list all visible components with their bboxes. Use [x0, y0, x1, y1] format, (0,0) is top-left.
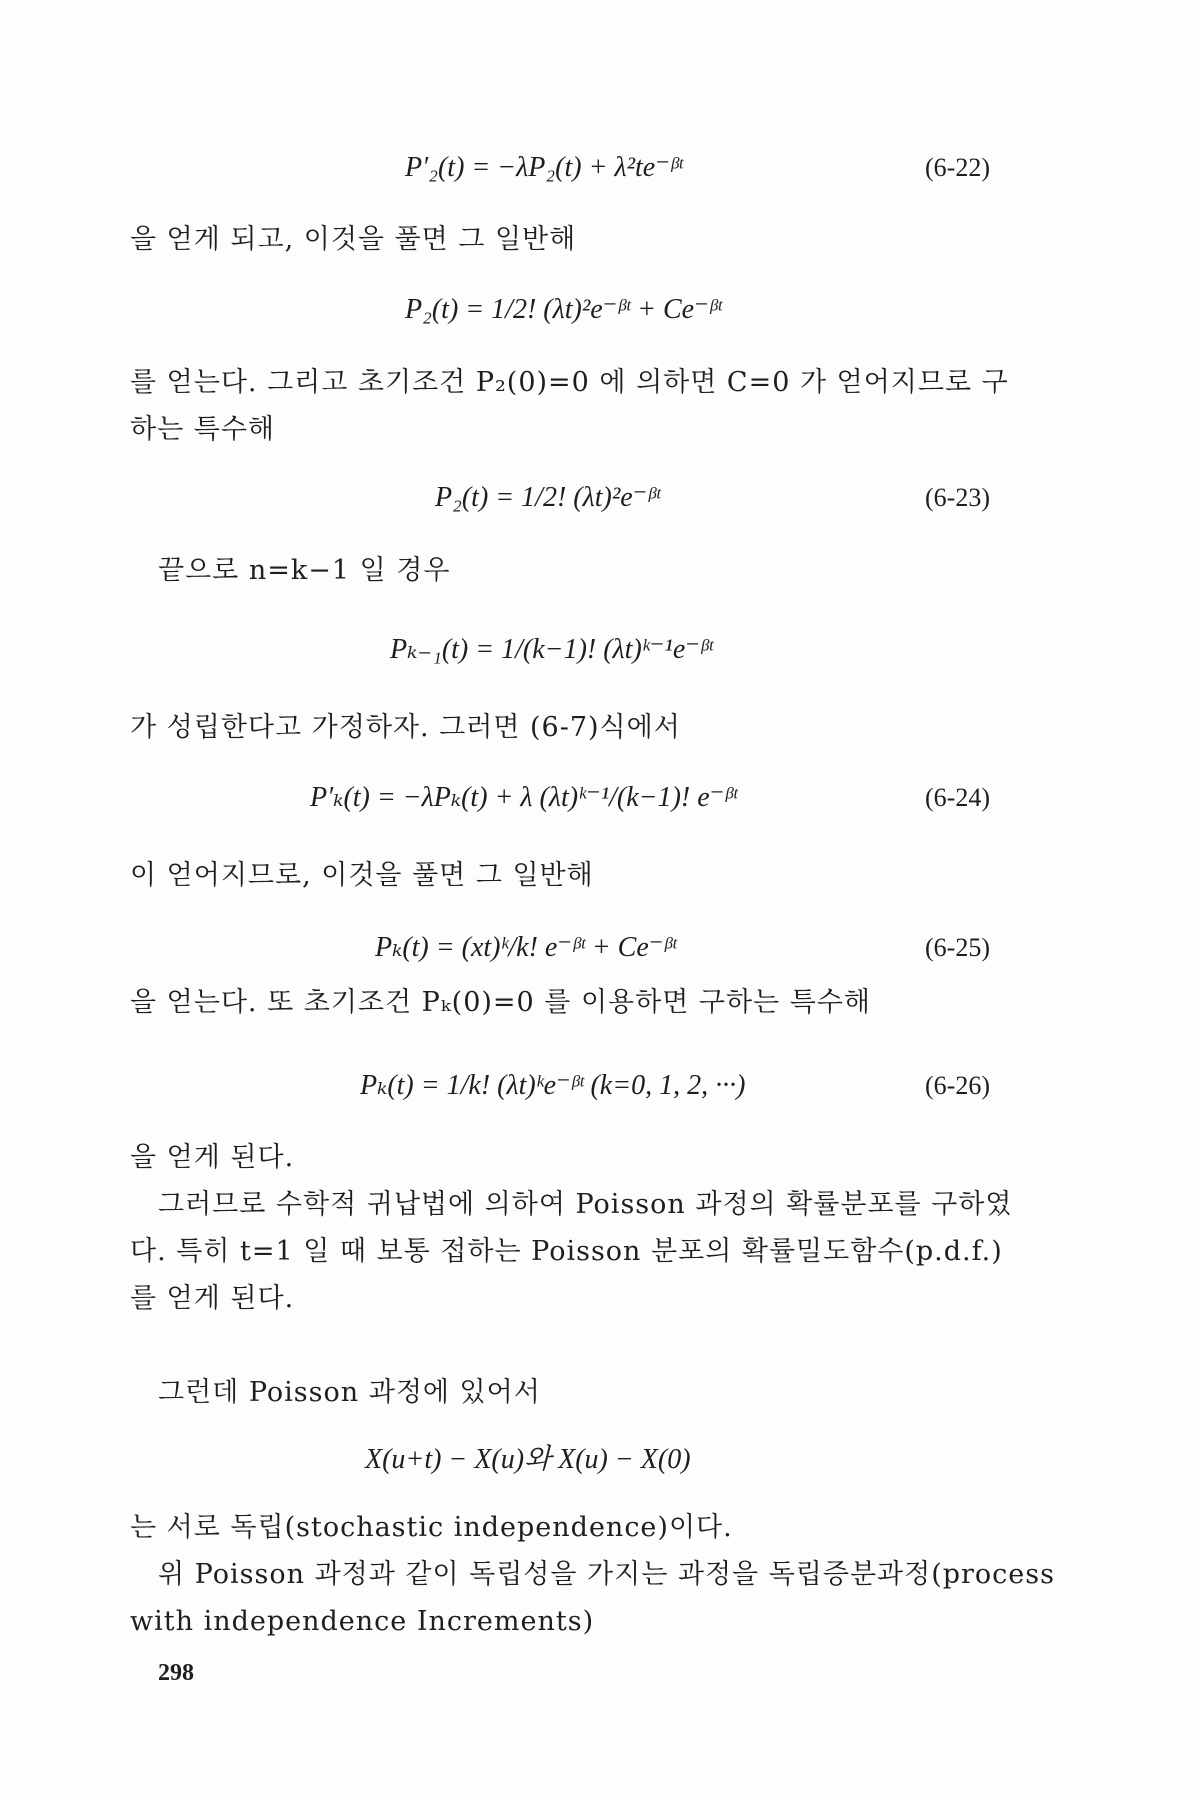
equation-p2-general: P₂(t) = 1/2! (λt)²e⁻ᵝᵗ + Ce⁻ᵝᵗ — [405, 294, 722, 325]
text-line-8: 을 얻게 된다. — [130, 1142, 295, 1173]
page-number: 298 — [158, 1660, 194, 1686]
equation-6-23: P₂(t) = 1/2! (λt)²e⁻ᵝᵗ — [435, 482, 661, 513]
text-line-9: 그러므로 수학적 귀납법에 의하여 Poisson 과정의 확률분포를 구하였 — [158, 1189, 1013, 1220]
text-line-14: 위 Poisson 과정과 같이 독립성을 가지는 과정을 독립증분과정(process — [158, 1559, 1055, 1590]
equation-number-6-22: (6-22) — [925, 153, 990, 182]
equation-6-25: Pₖ(t) = (xt)ᵏ/k! e⁻ᵝᵗ + Ce⁻ᵝᵗ — [375, 932, 677, 963]
text-line-15: with independence Increments) — [130, 1606, 595, 1637]
text-line-13: 는 서로 독립(stochastic independence)이다. — [130, 1512, 733, 1543]
text-line-11: 를 얻게 된다. — [130, 1283, 295, 1314]
equation-number-6-24: (6-24) — [925, 783, 990, 812]
text-line-10: 다. 특히 t=1 일 때 보통 접하는 Poisson 분포의 확률밀도함수(p.d.f.) — [130, 1236, 1003, 1267]
equation-p-k-minus-1: Pₖ₋₁(t) = 1/(k−1)! (λt)ᵏ⁻¹e⁻ᵝᵗ — [390, 634, 713, 665]
equation-number-6-25: (6-25) — [925, 933, 990, 962]
equation-increments: X(u+t) − X(u)와 X(u) − X(0) — [365, 1444, 691, 1475]
text-line-6: 이 얻어지므로, 이것을 풀면 그 일반해 — [130, 860, 594, 891]
text-line-7: 을 얻는다. 또 초기조건 Pₖ(0)=0 를 이용하면 구하는 특수해 — [130, 987, 871, 1018]
equation-number-6-23: (6-23) — [925, 483, 990, 512]
text-line-12: 그런데 Poisson 과정에 있어서 — [158, 1377, 541, 1408]
text-line-4: 끝으로 n=k−1 일 경우 — [158, 555, 451, 586]
text-line-2: 를 얻는다. 그리고 초기조건 P₂(0)=0 에 의하면 C=0 가 얻어지므로 구 — [130, 367, 1009, 398]
equation-6-26: Pₖ(t) = 1/k! (λt)ᵏe⁻ᵝᵗ (k=0, 1, 2, ···) — [360, 1070, 746, 1101]
equation-6-24: P′ₖ(t) = −λPₖ(t) + λ (λt)ᵏ⁻¹/(k−1)! e⁻ᵝᵗ — [310, 782, 738, 813]
text-line-3: 하는 특수해 — [130, 414, 275, 445]
text-line-5: 가 성립한다고 가정하자. 그러면 (6-7)식에서 — [130, 712, 681, 743]
text-line-1: 을 얻게 되고, 이것을 풀면 그 일반해 — [130, 224, 577, 255]
equation-number-6-26: (6-26) — [925, 1071, 990, 1100]
equation-6-22: P′₂(t) = −λP₂(t) + λ²te⁻ᵝᵗ — [405, 152, 683, 183]
